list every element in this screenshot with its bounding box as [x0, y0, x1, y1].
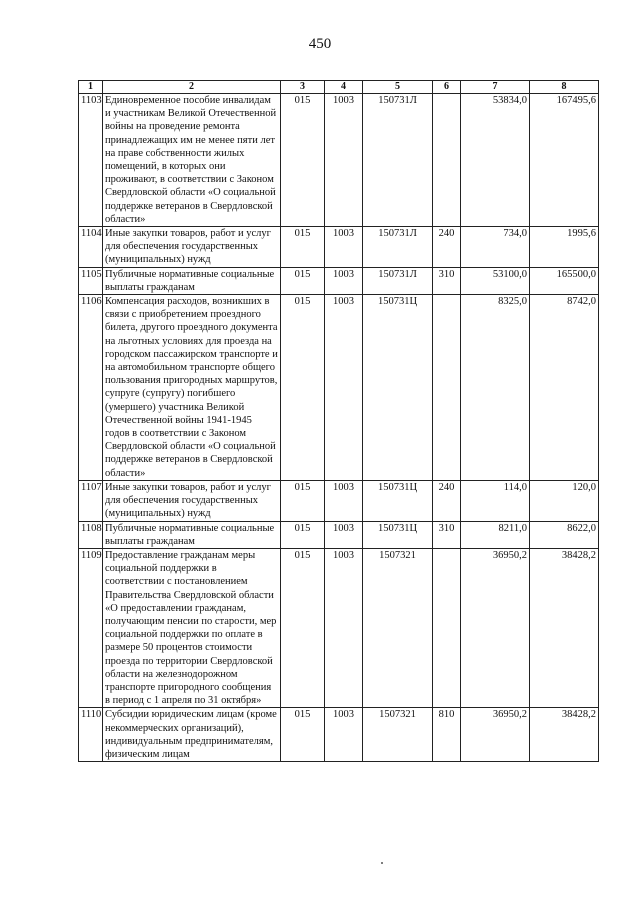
row-name: Публичные нормативные социальные выплаты гражданам — [103, 521, 281, 548]
row-name: Компенсация расходов, возникших в связи с приобретением проездного билета, другого проездного документа на льготных условиях для проезда на городском пассажирском транспорте и на автомобильном транспорте общего пользования пригородных маршрутов, супруге (супругу) погибшего (умершего) участника Великой Отечественной войны 1941-1945 годов в соответствии с Законом Свердловской области «О социальной поддержке ветеранов в Свердловской области» — [103, 295, 281, 481]
section-code: 1003 — [325, 708, 363, 762]
header-col-2: 2 — [103, 81, 281, 94]
expense-type-code: 810 — [433, 708, 461, 762]
amount-col-7: 114,0 — [461, 480, 530, 521]
ministry-code: 015 — [281, 227, 325, 268]
target-code: 1507321 — [363, 548, 433, 707]
target-code: 150731Л — [363, 227, 433, 268]
amount-col-7: 8211,0 — [461, 521, 530, 548]
expense-type-code: 240 — [433, 480, 461, 521]
header-col-7: 7 — [461, 81, 530, 94]
header-col-1: 1 — [79, 81, 103, 94]
section-code: 1003 — [325, 548, 363, 707]
row-name: Единовременное пособие инвалидам и участникам Великой Отечественной войны на проведение ремонта принадлежащих им не менее пяти лет на праве собственности жилых помещений, в которых они проживают, в соответствии с Законом Свердловской области «О социальной поддержке ветеранов в Свердловской области» — [103, 94, 281, 227]
row-name: Иные закупки товаров, работ и услуг для обеспечения государственных (муниципальных) нужд — [103, 480, 281, 521]
expense-type-code — [433, 295, 461, 481]
header-col-3: 3 — [281, 81, 325, 94]
table-row — [79, 94, 599, 227]
amount-col-7: 36950,2 — [461, 548, 530, 707]
section-code: 1003 — [325, 295, 363, 481]
section-code: 1003 — [325, 267, 363, 294]
amount-col-8: 38428,2 — [530, 548, 599, 707]
ministry-code: 015 — [281, 267, 325, 294]
amount-col-8: 8622,0 — [530, 521, 599, 548]
amount-col-7: 53834,0 — [461, 94, 530, 227]
amount-col-8: 167495,6 — [530, 94, 599, 227]
target-code: 150731Л — [363, 267, 433, 294]
target-code: 150731Ц — [363, 295, 433, 481]
amount-col-8: 165500,0 — [530, 267, 599, 294]
expense-type-code — [433, 548, 461, 707]
row-name: Иные закупки товаров, работ и услуг для обеспечения государственных (муниципальных) нужд — [103, 227, 281, 268]
row-number: 1106 — [79, 295, 103, 481]
row-number: 1108 — [79, 521, 103, 548]
header-col-4: 4 — [325, 81, 363, 94]
row-name: Публичные нормативные социальные выплаты гражданам — [103, 267, 281, 294]
target-code: 150731Ц — [363, 521, 433, 548]
table-row — [79, 480, 599, 521]
table-row — [79, 708, 599, 762]
row-number: 1109 — [79, 548, 103, 707]
amount-col-7: 36950,2 — [461, 708, 530, 762]
section-code: 1003 — [325, 521, 363, 548]
row-name: Предоставление гражданам меры социальной поддержки в соответствии с постановлением Правительства Свердловской области «О предоставлении гражданам, получающим пенсии по старости, мер социальной поддержки по оплате в размере 50 процентов стоимости проезда по территории Свердловской области на железнодорожном транспорте пригородного сообщения в период с 1 апреля по 31 октября» — [103, 548, 281, 707]
row-number: 1103 — [79, 94, 103, 227]
section-code: 1003 — [325, 227, 363, 268]
header-col-6: 6 — [433, 81, 461, 94]
header-col-8: 8 — [530, 81, 599, 94]
ministry-code: 015 — [281, 94, 325, 227]
expense-type-code: 240 — [433, 227, 461, 268]
expense-type-code: 310 — [433, 521, 461, 548]
header-col-5: 5 — [363, 81, 433, 94]
expense-type-code: 310 — [433, 267, 461, 294]
row-number: 1110 — [79, 708, 103, 762]
ministry-code: 015 — [281, 708, 325, 762]
table-row — [79, 267, 599, 294]
ministry-code: 015 — [281, 480, 325, 521]
table-row — [79, 521, 599, 548]
amount-col-8: 8742,0 — [530, 295, 599, 481]
target-code: 1507321 — [363, 708, 433, 762]
amount-col-8: 38428,2 — [530, 708, 599, 762]
row-number: 1105 — [79, 267, 103, 294]
amount-col-8: 120,0 — [530, 480, 599, 521]
row-name: Субсидии юридическим лицам (кроме некоммерческих организаций), индивидуальным предпринимателям, физическим лицам — [103, 708, 281, 762]
row-number: 1104 — [79, 227, 103, 268]
table-row — [79, 548, 599, 707]
amount-col-7: 8325,0 — [461, 295, 530, 481]
target-code: 150731Л — [363, 94, 433, 227]
amount-col-8: 1995,6 — [530, 227, 599, 268]
row-number: 1107 — [79, 480, 103, 521]
table-row — [79, 295, 599, 481]
table-row — [79, 227, 599, 268]
budget-table — [78, 80, 599, 762]
page-number: 450 — [308, 36, 332, 52]
target-code: 150731Ц — [363, 480, 433, 521]
amount-col-7: 734,0 — [461, 227, 530, 268]
section-code: 1003 — [325, 94, 363, 227]
expense-type-code — [433, 94, 461, 227]
scan-speck — [381, 862, 383, 864]
ministry-code: 015 — [281, 521, 325, 548]
header-row — [79, 81, 599, 94]
section-code: 1003 — [325, 480, 363, 521]
ministry-code: 015 — [281, 295, 325, 481]
amount-col-7: 53100,0 — [461, 267, 530, 294]
ministry-code: 015 — [281, 548, 325, 707]
